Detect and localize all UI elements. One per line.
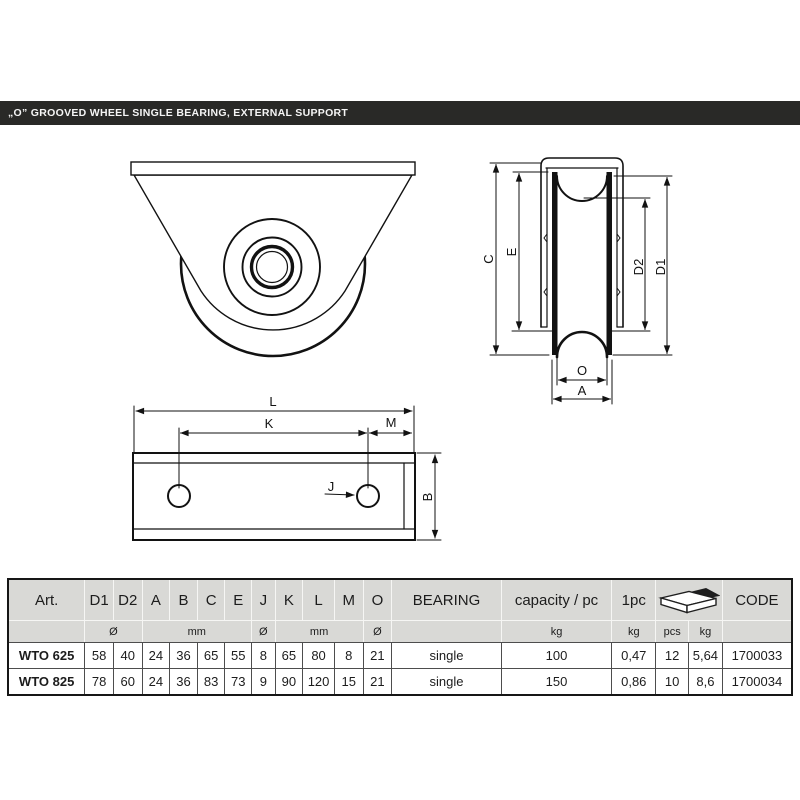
unit-empty-bearing [392, 621, 502, 643]
col-header-d2: D2 [113, 579, 142, 621]
col-header-packaging [656, 579, 723, 621]
plate-outline [133, 453, 415, 540]
header-row [8, 579, 792, 621]
cell-kg-box: 8,6 [689, 669, 723, 696]
mounting-plate-front [131, 162, 415, 175]
cell-1pc: 0,47 [612, 643, 656, 669]
col-header-b: B [170, 579, 198, 621]
table-row-wto-625 [8, 643, 792, 669]
col-header-c: C [197, 579, 225, 621]
unit-empty-art [8, 621, 85, 643]
unit-pcs: pcs [656, 621, 689, 643]
cell-art: WTO 625 [8, 643, 85, 669]
cell-a: 24 [142, 669, 170, 696]
cell-j: 9 [252, 669, 276, 696]
cell-c: 65 [197, 643, 225, 669]
cell-bearing: single [392, 643, 502, 669]
unit-kg-capacity: kg [501, 621, 612, 643]
cell-o: 21 [363, 643, 392, 669]
cell-d2: 60 [113, 669, 142, 696]
cell-bearing: single [392, 669, 502, 696]
cell-o: 21 [363, 669, 392, 696]
cell-capacity: 150 [501, 669, 612, 696]
col-header-1pc: 1pc [612, 579, 656, 621]
col-header-d1: D1 [85, 579, 114, 621]
dim-label-L: L [269, 394, 277, 409]
dim-label-E: E [504, 247, 519, 257]
col-header-m: M [334, 579, 363, 621]
cell-l: 80 [303, 643, 335, 669]
cell-pcs: 10 [656, 669, 689, 696]
cell-kg-box: 5,64 [689, 643, 723, 669]
cell-code: 1700033 [722, 643, 792, 669]
section-title: „O” GROOVED WHEEL SINGLE BEARING, EXTERNAL SUPPORT [8, 107, 349, 119]
dim-label-C: C [481, 254, 496, 264]
groove-top-arc [557, 176, 607, 201]
cell-e: 73 [225, 669, 252, 696]
cell-capacity: 100 [501, 643, 612, 669]
cell-pcs: 12 [656, 643, 689, 669]
wheel-flange-left [552, 172, 558, 355]
unit-mm-abce: mm [142, 621, 251, 643]
col-header-a: A [142, 579, 170, 621]
section-title-bar [0, 101, 800, 125]
wheel-flange-right [607, 172, 613, 355]
col-header-code: CODE [722, 579, 792, 621]
cell-k: 65 [275, 643, 303, 669]
col-header-j: J [252, 579, 276, 621]
dim-label-K: K [264, 416, 274, 431]
units-row [8, 621, 792, 643]
cell-b: 36 [170, 643, 198, 669]
dim-label-D2: D2 [631, 258, 646, 276]
col-header-e: E [225, 579, 252, 621]
unit-empty-code [722, 621, 792, 643]
table-row-wto-825 [8, 669, 792, 696]
unit-kg-box: kg [689, 621, 723, 643]
col-header-l: L [303, 579, 335, 621]
groove-bottom-arc [557, 332, 607, 357]
mounting-plate-view [133, 394, 441, 540]
unit-diameter-d: Ø [85, 621, 142, 643]
cell-e: 55 [225, 643, 252, 669]
col-header-capacity: capacity / pc [501, 579, 612, 621]
cell-j: 8 [252, 643, 276, 669]
wheel-front-view [131, 162, 415, 356]
cell-b: 36 [170, 669, 198, 696]
col-header-o: O [363, 579, 392, 621]
dim-label-J: J [327, 479, 335, 494]
dim-label-A: A [577, 383, 587, 398]
col-header-bearing: BEARING [392, 579, 502, 621]
cell-m: 15 [334, 669, 363, 696]
side-view-dimension-labels [481, 247, 668, 398]
dim-label-O: O [576, 363, 588, 378]
product-spec-table [7, 578, 793, 696]
wheel-side-view [481, 158, 672, 404]
technical-drawing [0, 130, 800, 576]
cell-d1: 58 [85, 643, 114, 669]
unit-mm-klm: mm [275, 621, 363, 643]
cell-art: WTO 825 [8, 669, 85, 696]
plate-view-dimension-labels [265, 394, 435, 501]
cell-m: 8 [334, 643, 363, 669]
dim-label-B: B [420, 492, 435, 502]
package-box-icon [658, 586, 720, 614]
cell-1pc: 0,86 [612, 669, 656, 696]
support-bracket-front [134, 175, 412, 330]
col-header-k: K [275, 579, 303, 621]
unit-diameter-o: Ø [363, 621, 392, 643]
cell-d2: 40 [113, 643, 142, 669]
cell-k: 90 [275, 669, 303, 696]
cell-a: 24 [142, 643, 170, 669]
unit-diameter-j: Ø [252, 621, 276, 643]
cell-d1: 78 [85, 669, 114, 696]
col-header-art: Art. [8, 579, 85, 621]
dim-label-M: M [385, 415, 397, 430]
cell-l: 120 [303, 669, 335, 696]
unit-kg-1pc: kg [612, 621, 656, 643]
cell-c: 83 [197, 669, 225, 696]
dim-label-D1: D1 [653, 258, 668, 276]
cell-code: 1700034 [722, 669, 792, 696]
